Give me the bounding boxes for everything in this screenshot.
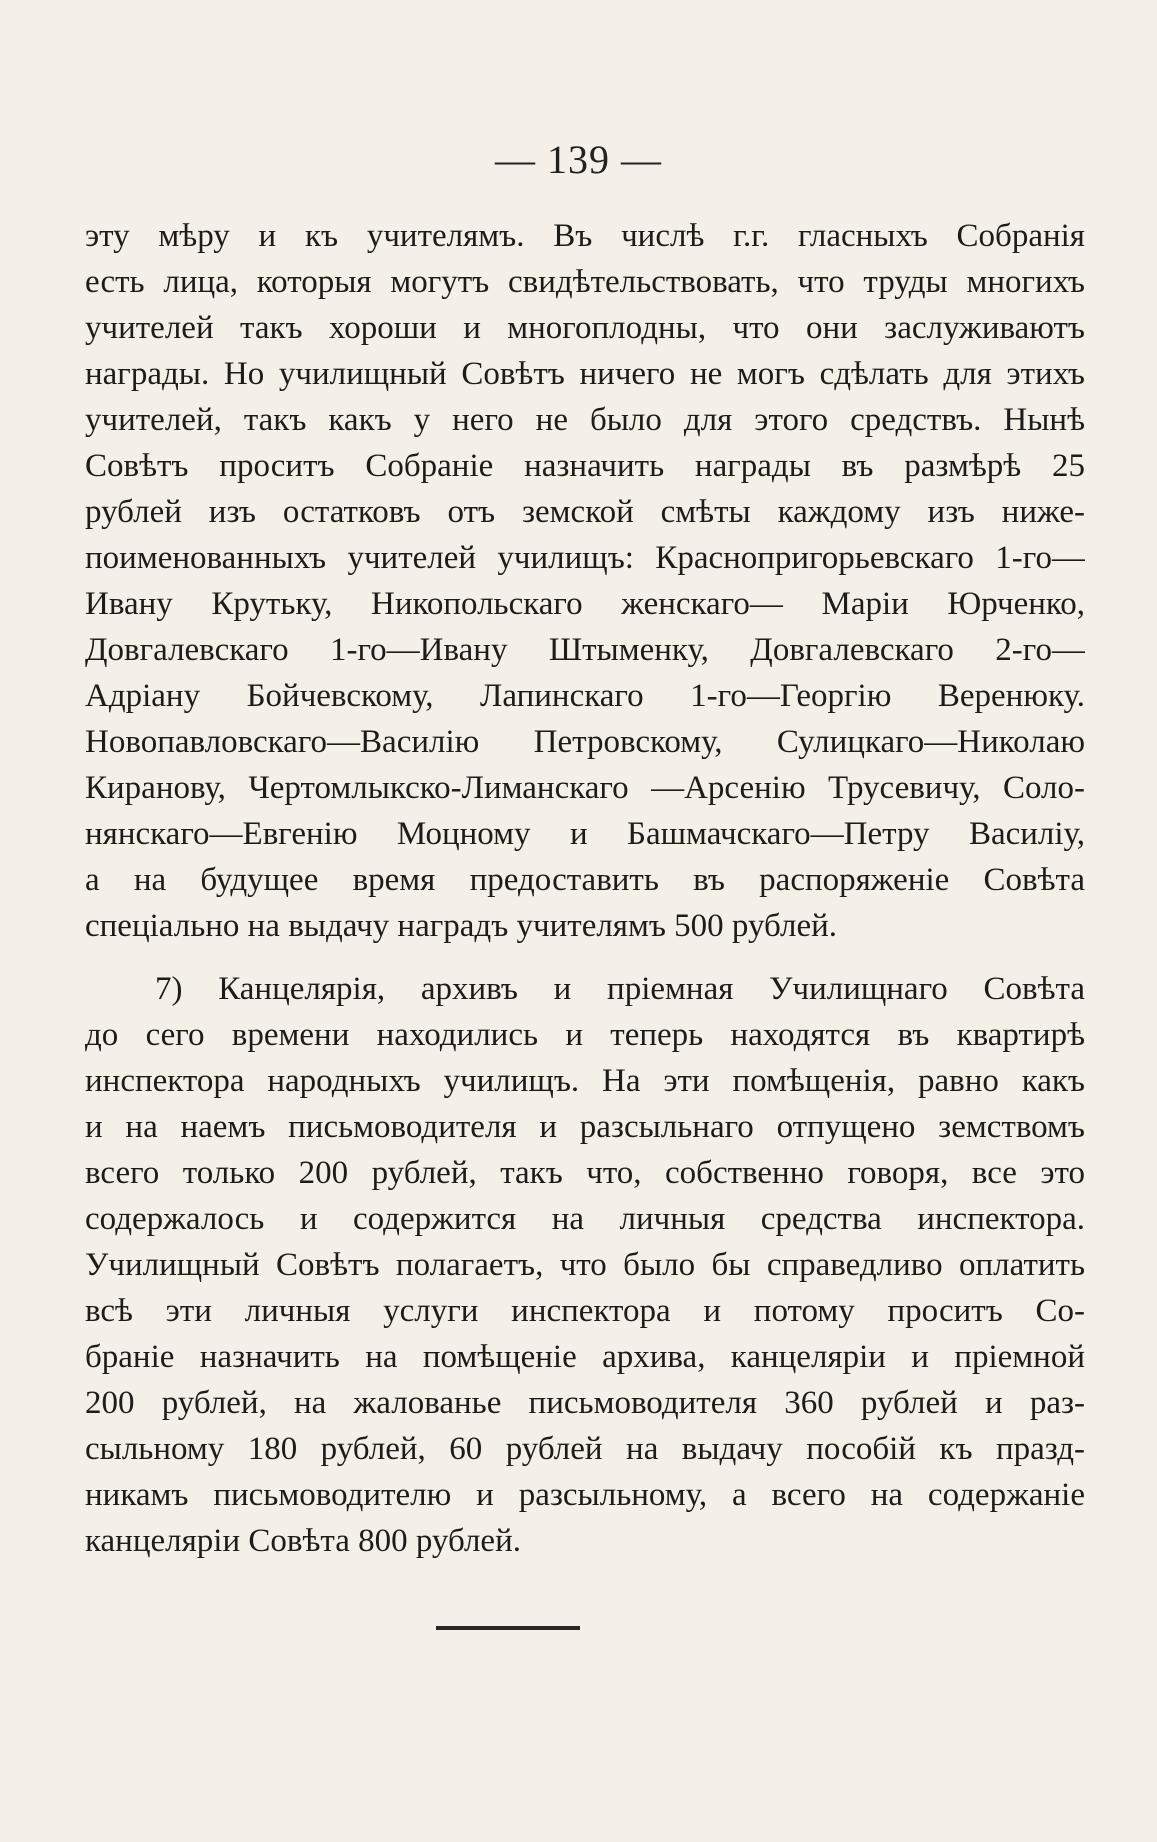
- text-line: есть лица, которыя могутъ свидѣтельствовать, что труды многихъ: [85, 264, 1085, 300]
- text-line: Новопавловскаго—Василію Петровскому, Сулицкаго—Николаю: [85, 724, 1085, 760]
- text-line: Киранову, Чертомлыкско-Лиманскаго —Арсенію Трусевичу, Соло-: [85, 770, 1085, 806]
- text-line: а на будущее время предоставить въ распоряженіе Совѣта: [85, 862, 1085, 898]
- text-line: браніе назначить на помѣщеніе архива, канцеляріи и пріемной: [85, 1339, 1085, 1375]
- text-line: награды. Но училищный Совѣтъ ничего не могъ сдѣлать для этихъ: [85, 356, 1085, 392]
- text-line: и на наемъ письмоводителя и разсыльнаго отпущено земствомъ: [85, 1109, 1085, 1145]
- text-line: учителей такъ хороши и многоплодны, что они заслуживаютъ: [85, 310, 1085, 346]
- text-line: эту мѣру и къ учителямъ. Въ числѣ г.г. гласныхъ Собранія: [85, 218, 1085, 254]
- page-number: — 139 —: [495, 137, 662, 182]
- text-line: содержалось и содержится на личныя средства инспектора.: [85, 1201, 1085, 1237]
- text-line: 7) Канцелярія, архивъ и пріемная Училищнаго Совѣта: [155, 971, 1085, 1007]
- text-line: нянскаго—Евгенію Моцному и Башмачскаго—Петру Василіу,: [85, 816, 1085, 852]
- text-line: учителей, такъ какъ у него не было для этого средствъ. Нынѣ: [85, 402, 1085, 438]
- text-line: Совѣтъ проситъ Собраніе назначить награды въ размѣрѣ 25: [85, 448, 1085, 484]
- text-line: Ивану Крутьку, Никопольскаго женскаго— Маріи Юрченко,: [85, 586, 1085, 622]
- text-line: спеціально на выдачу наградъ учителямъ 500 рублей.: [85, 908, 838, 944]
- text-line: сыльному 180 рублей, 60 рублей на выдачу пособій къ празд-: [85, 1431, 1085, 1467]
- text-line: поименованныхъ учителей училищъ: Краснопригорьевскаго 1-го—: [85, 540, 1085, 576]
- text-line: рублей изъ остатковъ отъ земской смѣты каждому изъ ниже-: [85, 494, 1085, 530]
- text-line: никамъ письмоводителю и разсыльному, а всего на содержаніе: [85, 1477, 1085, 1513]
- text-line: Довгалевскаго 1-го—Ивану Штыменку, Довгалевскаго 2-го—: [85, 632, 1085, 668]
- paragraph-chancellery: [85, 966, 1085, 1564]
- text-line: всего только 200 рублей, такъ что, собственно говоря, все это: [85, 1155, 1085, 1191]
- text-line: 200 рублей, на жалованье письмоводителя 360 рублей и раз-: [85, 1385, 1085, 1421]
- text-line: до сего времени находились и теперь находятся въ квартирѣ: [85, 1017, 1085, 1053]
- section-divider: [436, 1626, 580, 1630]
- text-line: Адріану Бойчевскому, Лапинскаго 1-го—Георгію Веренюку.: [85, 678, 1085, 714]
- text-line: Училищный Совѣтъ полагаетъ, что было бы справедливо оплатить: [85, 1247, 1085, 1283]
- paragraph-teacher-awards: [85, 213, 1085, 949]
- text-line: инспектора народныхъ училищъ. На эти помѣщенія, равно какъ: [85, 1063, 1085, 1099]
- text-line: всѣ эти личныя услуги инспектора и потому проситъ Со-: [85, 1293, 1085, 1329]
- text-line: канцеляріи Совѣта 800 рублей.: [85, 1523, 521, 1559]
